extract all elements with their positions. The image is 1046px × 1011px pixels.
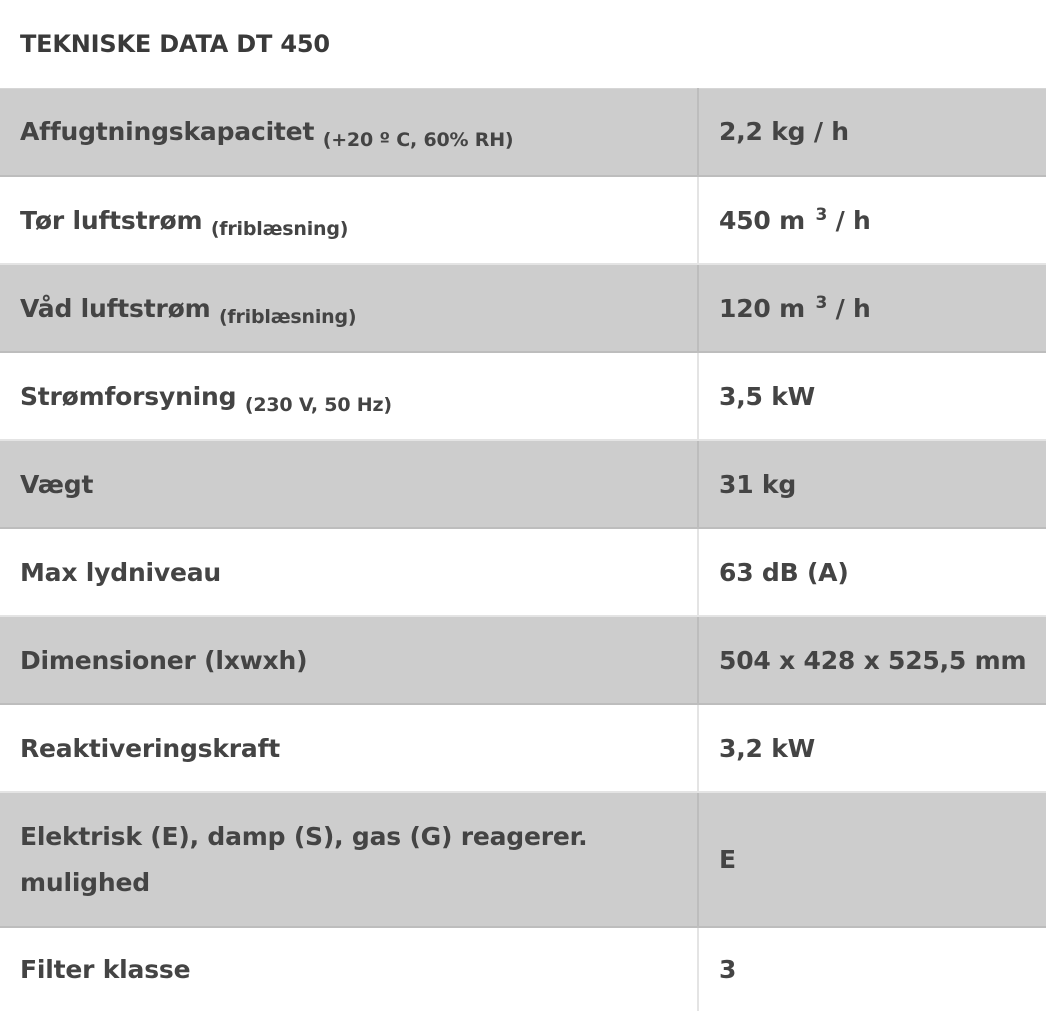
spec-label: Dimensioner (lxwxh) [0, 616, 698, 704]
spec-value: 3 [698, 927, 1046, 1011]
spec-value-unit: / h [835, 205, 871, 235]
spec-qualifier: (+20 º C, 60% RH) [322, 129, 514, 152]
table-row [0, 528, 1046, 616]
spec-label-cell [0, 176, 698, 264]
spec-value: 3,2 kW [698, 704, 1046, 792]
spec-label: Max lydniveau [0, 528, 698, 616]
spec-label-cell [0, 352, 698, 440]
spec-value: 3,5 kW [698, 352, 1046, 440]
spec-value-unit: / h [835, 293, 871, 323]
table-row [0, 440, 1046, 528]
spec-value: 120 m [719, 293, 805, 323]
spec-qualifier: (friblæsning) [218, 305, 357, 328]
spec-label: Filter klasse [20, 955, 191, 984]
spec-qualifier: (friblæsning) [210, 217, 349, 240]
spec-label: Vægt [0, 440, 698, 528]
spec-label: Elektrisk (E), damp (S), gas (G) reagerer. mulighed [0, 792, 698, 927]
table-row [0, 352, 1046, 440]
spec-label: Reaktiveringskraft [0, 704, 698, 792]
spec-value-cell [698, 176, 1046, 264]
table-row [0, 88, 1046, 176]
spec-value-cell [698, 264, 1046, 352]
spec-value: 63 dB (A) [698, 528, 1046, 616]
spec-label: Tør luftstrøm [20, 205, 203, 235]
spec-value: 31 kg [698, 440, 1046, 528]
spec-value: 504 x 428 x 525,5 mm [698, 616, 1046, 704]
spec-qualifier: (230 V, 50 Hz) [244, 393, 392, 416]
spec-label-cell [0, 88, 698, 176]
table-row [0, 927, 1046, 1011]
spec-value-superscript: 3 [815, 204, 828, 225]
spec-value: E [698, 792, 1046, 927]
table-header-row [0, 0, 1046, 88]
table-row [0, 792, 1046, 927]
table-title: TEKNISKE DATA DT 450 [0, 0, 1046, 88]
table-row [0, 264, 1046, 352]
spec-value: 450 m [719, 205, 805, 235]
spec-label: Våd luftstrøm [20, 293, 211, 323]
spec-value: 2,2 kg / h [698, 88, 1046, 176]
spec-label: Strømforsyning [20, 381, 237, 411]
table-row [0, 176, 1046, 264]
spec-label: Affugtningskapacitet [20, 117, 315, 147]
table-row [0, 704, 1046, 792]
spec-value-superscript: 3 [815, 292, 828, 313]
table-row [0, 616, 1046, 704]
spec-label-cell [0, 264, 698, 352]
